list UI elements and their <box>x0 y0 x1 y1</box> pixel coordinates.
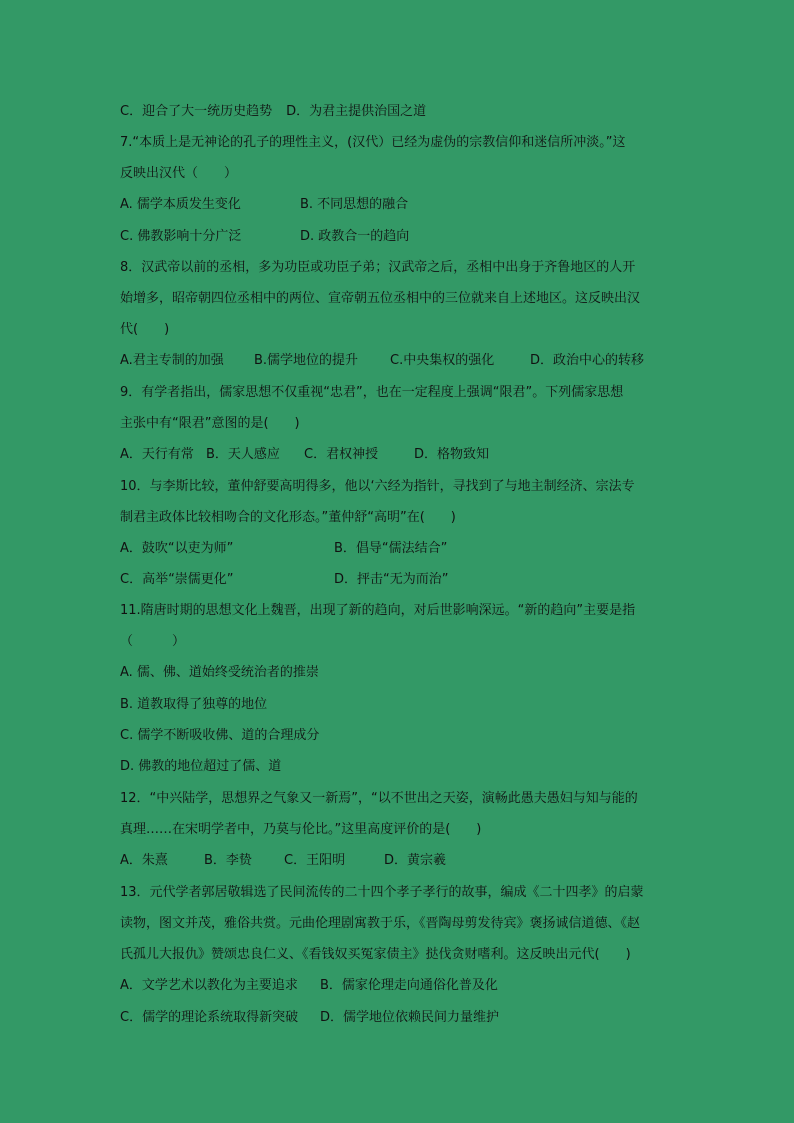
q7-options-row1 <box>120 196 408 214</box>
q9-option-a[interactable]: A．天行有常 <box>120 447 194 462</box>
q11-option-b[interactable]: B. 道教取得了独尊的地位 <box>120 697 268 712</box>
q11-stem-line2: （ ） <box>120 634 186 649</box>
q12-options-row <box>120 852 446 870</box>
q13-stem-line2: 读物，图文并茂，雅俗共赏。元曲伦理剧寓教于乐，《晋陶母剪发待宾》褒扬诚信道德、《赵 <box>120 916 641 931</box>
q7-option-c[interactable]: C. 佛教影响十分广泛 <box>120 229 242 244</box>
q12-option-d[interactable]: D．黄宗羲 <box>384 853 447 868</box>
q12-stem-line2: 真理……在宋明学者中，乃莫与伦比。”这里高度评价的是( ) <box>120 822 482 837</box>
q9-option-b[interactable]: B．天人感应 <box>206 447 280 462</box>
q9-options-row <box>120 446 489 464</box>
q7-stem-line2: 反映出汉代（ ） <box>120 166 238 181</box>
q7-option-a[interactable]: A. 儒学本质发生变化 <box>120 197 241 212</box>
q11-option-a[interactable]: A. 儒、佛、道始终受统治者的推崇 <box>120 665 319 680</box>
q13-options-row2 <box>120 1009 499 1027</box>
q12-option-c[interactable]: C．王阳明 <box>284 853 346 868</box>
q9-option-c[interactable]: C．君权神授 <box>304 447 379 462</box>
q10-option-c[interactable]: C．高举“崇儒更化” <box>120 572 234 587</box>
q10-option-b[interactable]: B．倡导“儒法结合” <box>334 541 448 556</box>
q10-options-row2 <box>120 571 448 589</box>
q11-option-c[interactable]: C. 儒学不断吸收佛、道的合理成分 <box>120 728 320 743</box>
q10-options-row1 <box>120 540 447 558</box>
q13-option-a[interactable]: A．文学艺术以教化为主要追求 <box>120 978 298 993</box>
q13-stem-line1: 13．元代学者郭居敬辑选了民间流传的二十四个孝子孝行的故事，编成《二十四孝》的启蒙 <box>120 885 644 900</box>
q11-option-d[interactable]: D. 佛教的地位超过了儒、道 <box>120 759 282 774</box>
q10-stem-line1: 10．与李斯比较，董仲舒要高明得多，他以‘六经为指针，寻找到了与地主制经济、宗法专 <box>120 479 635 494</box>
q6-option-c[interactable]: C．迎合了大一统历史趋势 <box>120 104 273 119</box>
q12-option-b[interactable]: B．李贽 <box>204 853 252 868</box>
q9-option-d[interactable]: D．格物致知 <box>414 447 490 462</box>
q8-option-c[interactable]: C.中央集权的强化 <box>390 353 495 368</box>
q13-options-row1 <box>120 977 498 995</box>
q6-option-d[interactable]: D．为君主提供治国之道 <box>286 104 427 119</box>
q13-option-d[interactable]: D．儒学地位依赖民间力量维护 <box>320 1010 500 1025</box>
q8-stem-line1: 8．汉武帝以前的丞相，多为功臣或功臣子弟；汉武帝之后，丞相中出身于齐鲁地区的人开 <box>120 260 636 275</box>
q12-stem-line1: 12．“中兴陆学，思想界之气象又一新焉”，“以不世出之天姿，演畅此愚夫愚妇与知与能的 <box>120 791 638 806</box>
q6-options-row <box>120 103 426 121</box>
q8-stem-line2: 始增多，昭帝朝四位丞相中的两位、宣帝朝五位丞相中的三位就来自上述地区。这反映出汉 <box>120 291 641 306</box>
q13-stem-line3: 氏孤儿大报仇》赞颂忠良仁义、《看钱奴买冤家债主》挞伐贪财嗜利。这反映出元代( ) <box>120 947 631 962</box>
q8-stem-line3: 代( ) <box>120 322 170 337</box>
q10-option-a[interactable]: A．鼓吹“以吏为师” <box>120 541 234 556</box>
q11-stem-line1: 11.隋唐时期的思想文化上魏晋，出现了新的趋向，对后世影响深远。“新的趋向”主要是指 <box>120 603 636 618</box>
q8-options-row <box>120 352 644 370</box>
q8-option-a[interactable]: A.君主专制的加强 <box>120 353 224 368</box>
q9-stem-line1: 9．有学者指出，儒家思想不仅重视“忠君”，也在一定程度上强调“限君”。下列儒家思想 <box>120 385 624 400</box>
q8-option-d[interactable]: D．政治中心的转移 <box>530 353 645 368</box>
q10-option-d[interactable]: D．抨击“无为而治” <box>334 572 449 587</box>
q9-stem-line2: 主张中有“限君”意图的是( ) <box>120 416 300 431</box>
q13-option-b[interactable]: B．儒家伦理走向通俗化普及化 <box>320 978 498 993</box>
q7-stem-line1: 7.“本质上是无神论的孔子的理性主义，(汉代）已经为虚伪的宗教信仰和迷信所冲淡。”这 <box>120 135 626 150</box>
q7-option-b[interactable]: B. 不同思想的融合 <box>300 197 409 212</box>
q7-options-row2 <box>120 228 409 246</box>
q10-stem-line2: 制君主政体比较相吻合的文化形态。”董仲舒“高明”在( ) <box>120 510 456 525</box>
q7-option-d[interactable]: D. 政教合一的趋向 <box>300 229 410 244</box>
q13-option-c[interactable]: C．儒学的理论系统取得新突破 <box>120 1010 299 1025</box>
q12-option-a[interactable]: A．朱熹 <box>120 853 168 868</box>
q8-option-b[interactable]: B.儒学地位的提升 <box>254 353 359 368</box>
